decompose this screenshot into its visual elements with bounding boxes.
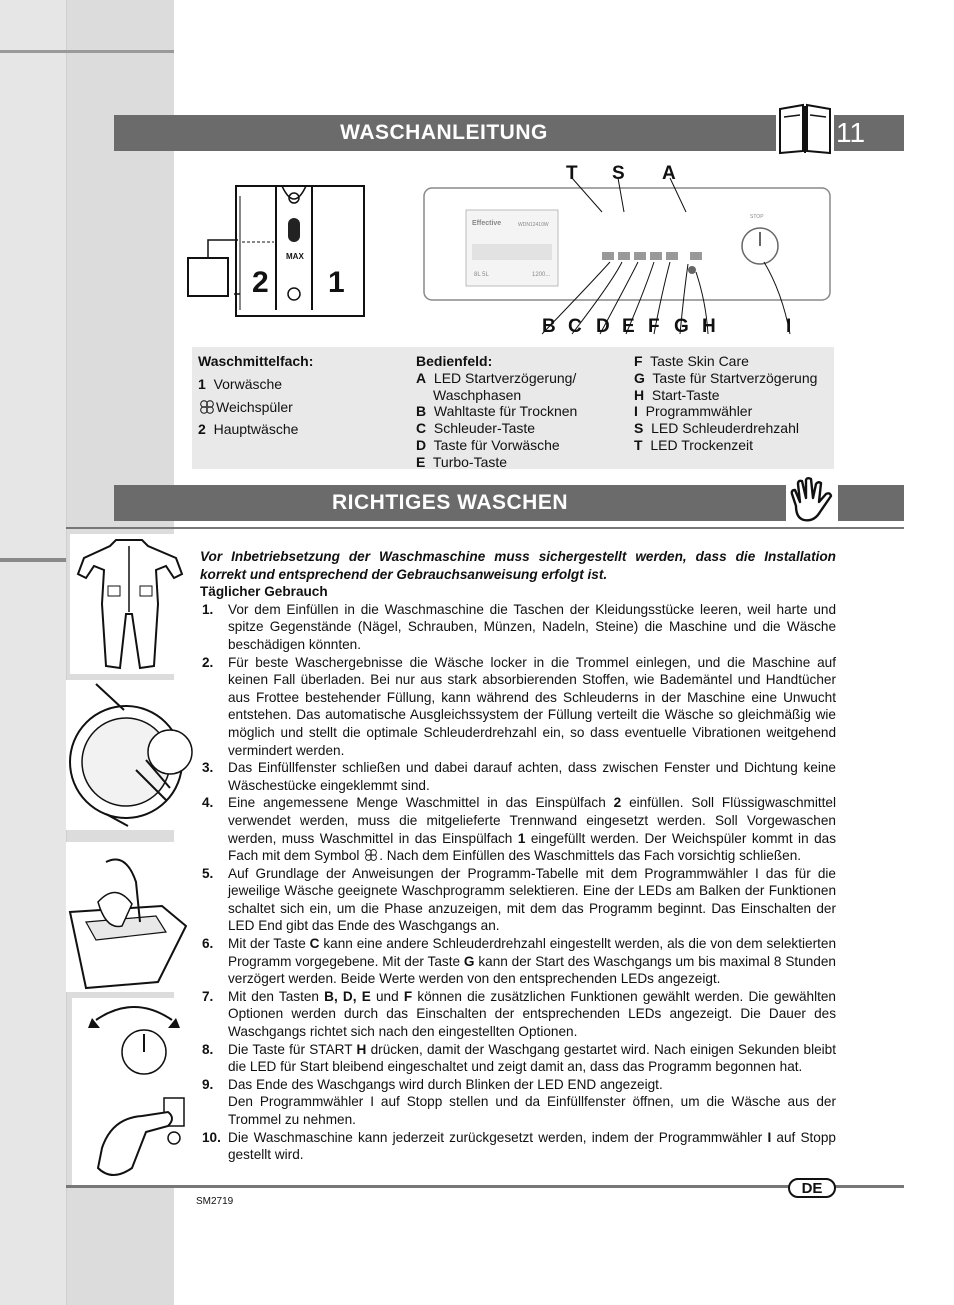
panel-model: WDN12410W: [518, 222, 549, 228]
legend-item: T LED Trockenzeit: [634, 436, 754, 453]
list-item: 4. Eine angemessene Menge Waschmittel in das Einspülfach 2 einfüllen. Soll Flüssigwaschmittel verwendet werden, muss die mitgelieferte Trennwand eingesetzt werden. Soll Vorgewaschen werden, muss Waschmittel in das Einspülfach 1 eingefüllt werden. Der Weichspüler kommt in das Fach mit dem Symbol . Nach dem Einfüllen des Waschmittels das Fach vorsichtig schließen.: [202, 795, 836, 864]
legend-item: C Schleuder-Taste: [416, 420, 536, 437]
list-item: 3. Das Einfüllfenster schließen und dabei darauf achten, dass zwischen Fenster und Dichtung keine Wäschestücke eingeklemmt sind.: [202, 760, 836, 793]
section-title: RICHTIGES WASCHEN: [331, 491, 568, 514]
legend-box: [192, 347, 834, 469]
letter-A: A: [662, 163, 676, 184]
door-illustration: [66, 680, 194, 830]
legend-item: D Taste für Vorwäsche: [416, 436, 560, 453]
left-margin-rule-mid: [0, 558, 66, 562]
legend-item: S LED Schleuderdrehzahl: [634, 420, 799, 437]
legend-item: Weichspüler: [198, 399, 408, 416]
legend-item: A LED Startverzögerung/ Waschphasen: [416, 369, 577, 403]
panel-brand: Effective: [472, 220, 502, 227]
section-header-richtiges-waschen: [114, 485, 786, 521]
clothing-illustration: [70, 534, 188, 674]
drawer-label-max: MAX: [286, 252, 304, 261]
list-item: 7. Mit den Tasten B, D, E und F können die zusätzlichen Funktionen gewählt werden. Die gewählten Optionen werden durch das Einschalten der entsprechenden LEDs angezeigt. Die Dauer des Waschgangs richtet sich nach den eingestellten Optionen.: [202, 988, 836, 1040]
panel-stop-label: STOP: [750, 214, 764, 220]
list-item: 8. Die Taste für START H drücken, damit der Waschgang gestartet wird. Nach einigen Sekunden bleibt die LED für Start bleibend eingeschaltet und zeigt damit an, dass das Programm begonnen hat.: [202, 1041, 837, 1075]
list-item: 2. Für beste Waschergebnisse die Wäsche locker in die Trommel einlegen, und die Maschine auf keinen Fall überladen. Bei nur aus stark absorbierenden Stoffen, wie Bademäntel und Handtücher aus Frottee bestehender Füllung, kann während des Schleuderns in der Maschine eine Unwucht entstehen. Das automatische Ausgleichssystem der Füllung verteilt die Wäsche so gleichmäßig wie möglich und stellt die optimale Schleuderdrehzahl ein, so dass eventuelle Vibrationen weitgehend vermindert werden.: [202, 654, 836, 758]
letter-I: I: [786, 316, 792, 337]
instructions-body: [200, 548, 836, 1164]
legend-waschmittelfach: [198, 353, 408, 438]
dial-illustration: [72, 998, 196, 1188]
legend-heading-waschmittelfach: Waschmittelfach:: [198, 353, 314, 369]
page-number: 11: [836, 117, 866, 148]
legend-item: E Turbo-Taste: [416, 453, 508, 470]
section-title: WASCHANLEITUNG: [340, 121, 548, 144]
legend-item: 2 Hauptwäsche: [198, 421, 299, 438]
panel-display-left: 8L 5L: [474, 272, 489, 278]
letter-G: G: [674, 316, 689, 337]
list-item: 1. Vor dem Einfüllen in die Waschmaschine die Taschen der Kleidungsstücke leeren, weil harte und spitze Gegenstände (Nägel, Schrauben, Münzen, Nadeln, Steine) die Maschine und die Wäsche beschädigen könnten.: [202, 601, 836, 652]
legend-bedienfeld-col1: [416, 353, 626, 471]
legend-item: F Taste Skin Care: [634, 353, 749, 369]
footer-rule: [66, 1185, 904, 1188]
letter-H: H: [702, 316, 716, 337]
document-code: SM2719: [196, 1196, 234, 1207]
letter-B: B: [542, 316, 556, 337]
legend-item: G Taste für Startverzögerung: [634, 369, 818, 386]
letter-E: E: [622, 316, 635, 337]
letter-D: D: [596, 316, 610, 337]
flower-icon: [198, 400, 216, 414]
legend-item: I Programmwähler: [634, 403, 753, 420]
drawer-label-pre: 1: [328, 266, 345, 299]
legend-heading-bedienfeld: Bedienfeld:: [416, 353, 493, 369]
panel-display-right: 1200...: [532, 272, 551, 278]
section-divider: [66, 527, 904, 529]
list-item: Den Programmwähler I auf Stopp stellen und da Einfüllfenster öffnen, um die Wäsche aus der Trommel zu nehmen.: [228, 1094, 836, 1127]
intro-text: Vor Inbetriebsetzung der Waschmaschine muss sichergestellt werden, dass die Installation korrekt und entsprechend der Gebrauchsanweisung erfolgt ist.: [200, 549, 836, 582]
letter-S: S: [612, 163, 625, 184]
list-item: 10. Die Waschmaschine kann jederzeit zurückgesetzt werden, indem der Programmwähler I auf Stopp gestellt wird.: [202, 1129, 836, 1163]
language-badge: DE: [788, 1178, 836, 1198]
list-item: 9. Das Ende des Waschgangs wird durch Blinken der LED END angezeigt.: [202, 1076, 663, 1092]
section-header-waschanleitung: [114, 115, 774, 151]
flower-icon: [363, 849, 379, 861]
letter-F: F: [648, 316, 660, 337]
header-extension: [838, 485, 904, 521]
list-item: 6. Mit der Taste C kann eine andere Schleuderdrehzahl eingestellt werden, als die von dem selektierten Programm vorgegebene. Mit der Taste G kann der Start des Waschgangs um bis maximal 8 Stunden verzögert werden. Beide Werte werden von den entsprechenden LEDs angezeigt.: [202, 936, 837, 987]
book-icon: [776, 103, 834, 157]
detergent-drawer-diagram: [186, 182, 368, 322]
drawer-illustration: [66, 842, 194, 992]
control-panel-diagram: [422, 162, 834, 342]
letter-C: C: [568, 316, 582, 337]
legend-item: B Wahltaste für Trocknen: [416, 403, 578, 420]
legend-item: 1 Vorwäsche: [198, 375, 283, 392]
drawer-label-main: 2: [252, 266, 269, 299]
left-margin-inner: [0, 0, 67, 1305]
list-item: 5. Auf Grundlage der Anweisungen der Programm-Tabelle mit dem Programmwähler I das für die jeweilige Wäsche geeignete Waschprogramm selektieren. Eine der LEDs am Balken der Funktionen schaltet sich ein, um die Phase anzuzeigen, mit dem das Programm beginnt. Das Einschalten der LED End gibt das Ende des Waschgangs an.: [202, 865, 836, 934]
legend-bedienfeld-col2: [634, 353, 830, 454]
letter-T: T: [566, 163, 578, 184]
hand-icon: [786, 476, 838, 528]
left-margin-rule-top: [0, 50, 174, 53]
subheading: Täglicher Gebrauch: [200, 584, 328, 600]
legend-item: H Start-Taste: [634, 386, 720, 403]
